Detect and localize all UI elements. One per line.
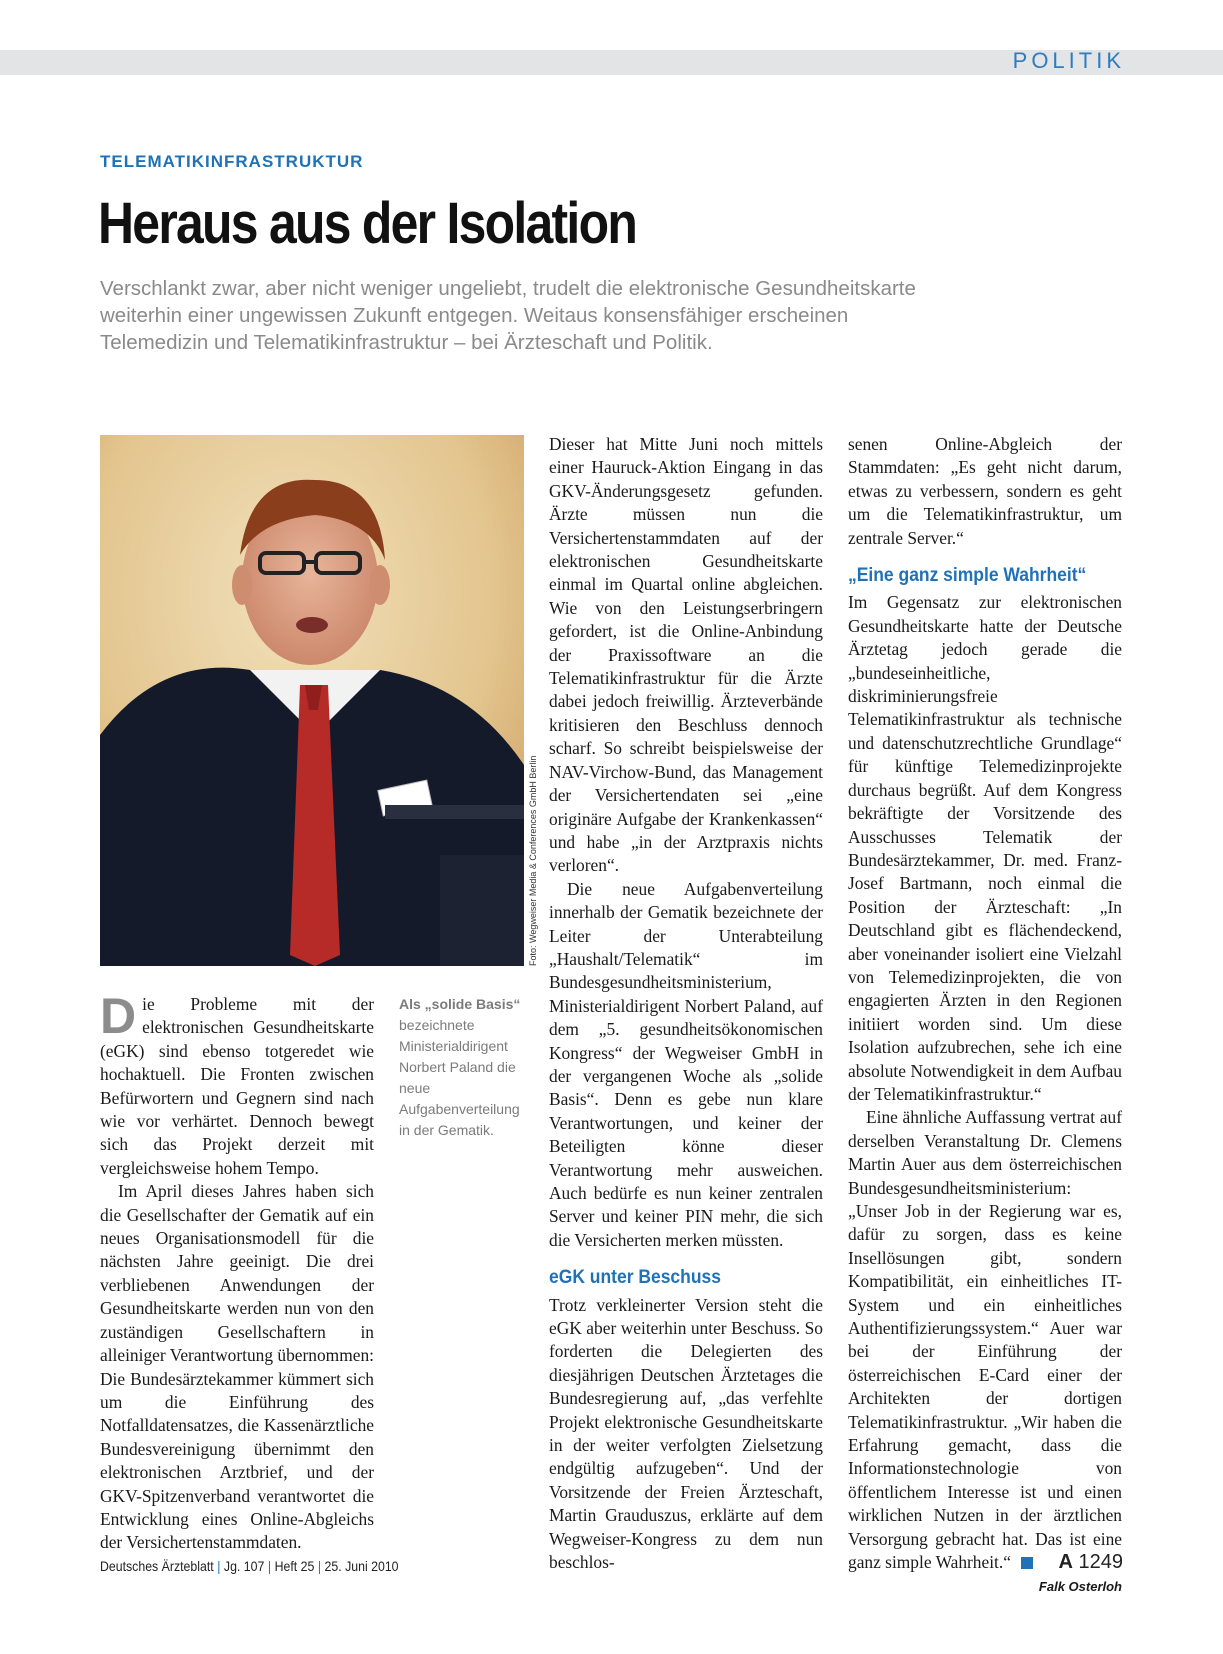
dropcap: D <box>100 988 137 1044</box>
paragraph: senen Online-Abgleich der Stammdaten: „Es geht nicht darum, etwas zu verbessern, sondern es geht um die Telematikinfrastruktur, um zentrale Server.“ <box>848 434 1122 548</box>
speaker-photo <box>100 435 524 966</box>
date: 25. Juni 2010 <box>324 1558 399 1574</box>
caption-text: bezeichnete Ministerialdirigent Norbert Paland die neue Aufgabenverteilung in der Gematik. <box>399 1017 520 1138</box>
footer-citation: Deutsches Ärzteblatt | Jg. 107 | Heft 25 | 25. Juni 2010 <box>100 1558 399 1574</box>
kicker: TELEMATIKINFRASTRUKTUR <box>100 152 364 171</box>
speaker-photo-illustration <box>100 435 524 966</box>
paragraph: Die neue Aufgabenverteilung innerhalb der Gematik bezeichnete der Leiter der Unterabteilung „Haushalt/Telematik“ im Bundesgesundheitsministerium, Ministerialdirigent Norbert Paland, auf dem „5. gesundheitsökonomischen Kongress“ der Wegweiser GmbH in der vergangenen Woche als „solide Basis“. Denn es gebe nun klare Verantwortungen, und keiner der Beteiligten könne dieser Verantwortung mehr ausweichen. Auch bedürfe es nun keiner zentralen Server und keiner PIN mehr, die sich die Versicherten merken müssten. <box>549 878 823 1250</box>
photo-caption <box>399 994 529 1141</box>
caption-title: Als „solide Basis“ <box>399 996 521 1012</box>
page-number: A 1249 <box>1058 1551 1123 1573</box>
paragraph: Die Probleme mit der elektronischen Gesundheitskarte (eGK) sind ebenso totgeredet wie hochaktuell. Die Fronten zwischen Befürwortern und Gegnern sind nach wie vor verhärtet. Dennoch bewegt sich das Projekt derzeit mit vergleichsweise hohem Tempo. <box>100 988 374 1178</box>
paragraph: Eine ähnliche Auffassung vertrat auf derselben Veranstaltung Dr. Clemens Martin Auer aus dem österreichischen Bundesgesundheitsministerium: „Unser Job in der Regierung war es, dafür zu sorgen, dass es keine Insellösungen gibt, sondern Kompatibilität, ein einheitliches IT-System und ein einheitliches Authentifizierungssystem.“ Auer war bei der Einführung der österreichischen E-Card einer der Architekten der dortigen Telematikinfrastruktur. „Wir haben die Erfahrung gemacht, dass die Informationstechnologie von öffentlichem Interesse ist und einen wirklichen Nutzen in der ärztlichen Versorgung gebracht hat. Das ist eine ganz simple Wahrheit.“ <box>848 1107 1122 1573</box>
text-column-4 <box>848 433 1122 1597</box>
volume: Jg. 107 <box>223 1558 265 1574</box>
headline: Heraus aus der Isolation <box>98 191 637 256</box>
journal-name: Deutsches Ärzteblatt <box>100 1558 214 1574</box>
paragraph: Im Gegensatz zur elektronischen Gesundheitskarte hatte der Deutsche Ärztetag jedoch gerade die „bundeseinheitliche, diskriminierungsfreie Telematikinfrastruktur als technische und datenschutzrechtliche Grundlage“ für künftige Telemedizinprojekte durchaus begrüßt. Auf dem Kongress bekräftigte der Vorsitzende des Ausschusses Telematik der Bundesärztekammer, Dr. med. Franz-Josef Bartmann, noch einmal die Position der Ärzteschaft: „In Deutschland gibt es flächendeckend, aber voneinander isoliert eine Vielzahl von Telemedizinprojekten, die von engagierten Ärzten in den Regionen initiiert worden sind. Um diese Isolation aufzubrechen, sehe ich eine absolute Notwendigkeit in dem Aufbau der Telematikinfrastruktur.“ <box>848 592 1122 1104</box>
lead-paragraph: Verschlankt zwar, aber nicht weniger ungeliebt, trudelt die elektronische Gesundheitskarte weiterhin einer ungewissen Zukunft entgegen. Weitaus konsensfähiger erscheinen Telemedizin und Telematikinfrastruktur – bei Ärzteschaft und Politik. <box>100 277 916 354</box>
photo-credit: Foto: Wegweiser Media & Conferences GmbH Berlin <box>528 755 538 966</box>
issue: Heft 25 <box>274 1558 315 1574</box>
subheading: eGK unter Beschuss <box>549 1267 721 1289</box>
author: Falk Osterloh <box>1038 1578 1122 1594</box>
end-mark-icon <box>1021 1557 1033 1569</box>
section-label: POLITIK <box>1012 48 1125 73</box>
text-column-1 <box>100 988 374 1555</box>
subheading: „Eine ganz simple Wahrheit“ <box>848 565 1087 587</box>
paragraph: Dieser hat Mitte Juni noch mittels einer Hauruck-Aktion Eingang in das GKV-Änderungsgesetz gefunden. Ärzte müssen nun die Versichertenstammdaten auf der elektronischen Gesundheitskarte einmal im Quartal online abgleichen. Wie von den Leistungserbringern gefordert, ist die Online-Anbindung der Praxissoftware an die Telematikinfrastruktur für die Ärzte dabei jedoch freiwillig. Ärzteverbände kritisieren den Beschluss dennoch scharf. So schreibt beispielsweise der NAV-Virchow-Bund, das Management der Versichertendaten sei „eine originäre Aufgabe der Krankenkassen“ und habe „in der Arztpraxis nichts verloren“. <box>549 434 823 876</box>
text-column-3 <box>549 433 823 1575</box>
paragraph: Im April dieses Jahres haben sich die Gesellschafter der Gematik auf ein neues Organisationsmodell für die nächsten Jahre geeinigt. Die drei verbliebenen Anwendungen der Gesundheitskarte werden nun von den zuständigen Gesellschaftern in alleiniger Verantwortung übernommen: Die Bundesärztekammer kümmert sich um die Einführung des Notfalldatensatzes, die Kassenärztliche Bundesvereinigung übernimmt den elektronischen Arztbrief, und der GKV-Spitzenverband verantwortet die Entwicklung eines Online-Abgleichs der Versichertenstammdaten. <box>100 1181 374 1553</box>
paragraph: Trotz verkleinerter Version steht die eGK aber weiterhin unter Beschuss. So forderten die Delegierten des diesjährigen Deutschen Ärztetages die Bundesregierung auf, „das verfehlte Projekt elektronische Gesundheitskarte in der weiter verfolgten Zielsetzung endgültig aufzugeben“. Und der Vorsitzende der Freien Ärzteschaft, Martin Grauduszus, erklärte auf dem Wegweiser-Kongress zu dem nun beschlos- <box>549 1294 823 1573</box>
